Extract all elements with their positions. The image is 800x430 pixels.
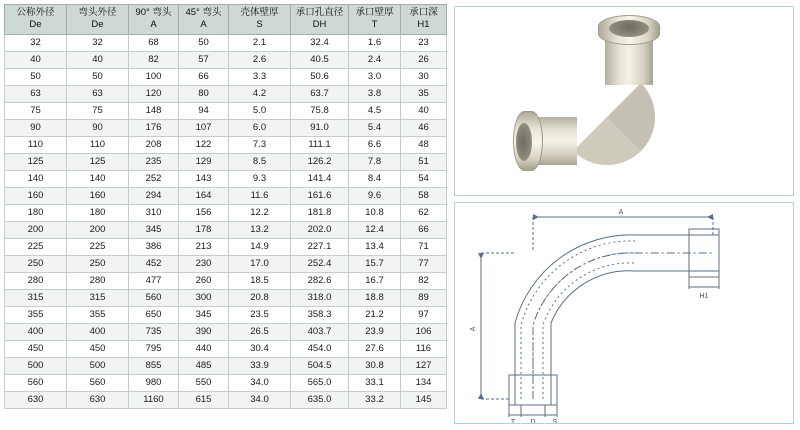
- table-cell: 200: [67, 221, 129, 238]
- table-cell: 12.2: [229, 204, 291, 221]
- table-cell: 160: [5, 187, 67, 204]
- inner-profile: [551, 271, 713, 399]
- table-cell: 10.8: [349, 204, 401, 221]
- table-cell: 66: [401, 221, 447, 238]
- table-row: [5, 391, 447, 408]
- table-cell: 75: [67, 102, 129, 119]
- label-h1: H1: [699, 293, 709, 300]
- table-cell: 315: [5, 289, 67, 306]
- table-cell: 50: [179, 34, 229, 51]
- header-line-2: De: [29, 18, 42, 30]
- table-cell: 63: [5, 85, 67, 102]
- table-cell: 15.7: [349, 255, 401, 272]
- table-cell: 560: [67, 374, 129, 391]
- label-s: S: [552, 419, 558, 424]
- table-cell: 2.4: [349, 51, 401, 68]
- table-row: [5, 51, 447, 68]
- table-cell: 77: [401, 255, 447, 272]
- table-cell: 450: [67, 340, 129, 357]
- table-cell: 111.1: [291, 136, 349, 153]
- table-cell: 8.5: [229, 153, 291, 170]
- table-cell: 550: [179, 374, 229, 391]
- header-line-1: 承口壁厚: [355, 7, 394, 18]
- table-cell: 90: [5, 119, 67, 136]
- table-cell: 452: [129, 255, 179, 272]
- table-cell: 48: [401, 136, 447, 153]
- table-cell: 17.0: [229, 255, 291, 272]
- table-cell: 14.9: [229, 238, 291, 255]
- table-cell: 34.0: [229, 374, 291, 391]
- table-cell: 66: [179, 68, 229, 85]
- table-cell: 110: [67, 136, 129, 153]
- table-cell: 40.5: [291, 51, 349, 68]
- table-cell: 795: [129, 340, 179, 357]
- technical-drawing-panel: [454, 202, 794, 424]
- table-cell: 16.7: [349, 272, 401, 289]
- table-cell: 40: [67, 51, 129, 68]
- table-row: [5, 102, 447, 119]
- column-header-wall-thickness: [229, 5, 291, 35]
- table-row: [5, 323, 447, 340]
- header-line-1: 壳体壁厚: [240, 7, 279, 18]
- table-cell: 110: [5, 136, 67, 153]
- table-cell: 23.5: [229, 306, 291, 323]
- dim-arrow-right: [707, 214, 713, 220]
- table-cell: 122: [179, 136, 229, 153]
- table-cell: 294: [129, 187, 179, 204]
- table-row: [5, 153, 447, 170]
- table-cell: 50.6: [291, 68, 349, 85]
- table-cell: 485: [179, 357, 229, 374]
- table-row: [5, 289, 447, 306]
- table-cell: 855: [129, 357, 179, 374]
- table-cell: 355: [5, 306, 67, 323]
- table-cell: 33.2: [349, 391, 401, 408]
- table-cell: 9.6: [349, 187, 401, 204]
- table-cell: 106: [401, 323, 447, 340]
- table-row: [5, 238, 447, 255]
- table-cell: 280: [5, 272, 67, 289]
- table-cell: 23: [401, 34, 447, 51]
- table-cell: 282.6: [291, 272, 349, 289]
- table-cell: 440: [179, 340, 229, 357]
- table-cell: 615: [179, 391, 229, 408]
- column-header-elbow-90: [129, 5, 179, 35]
- table-cell: 140: [5, 170, 67, 187]
- header-line-1: 90° 弯头: [135, 7, 172, 18]
- table-cell: 90: [67, 119, 129, 136]
- table-cell: 7.8: [349, 153, 401, 170]
- label-top-a: A: [618, 209, 624, 216]
- table-cell: 160: [67, 187, 129, 204]
- table-cell: 345: [129, 221, 179, 238]
- table-cell: 140: [67, 170, 129, 187]
- table-row: [5, 170, 447, 187]
- table-cell: 7.3: [229, 136, 291, 153]
- table-cell: 97: [401, 306, 447, 323]
- table-cell: 2.6: [229, 51, 291, 68]
- table-cell: 5.0: [229, 102, 291, 119]
- table-cell: 355: [67, 306, 129, 323]
- outer-profile: [515, 235, 713, 399]
- table-cell: 68: [129, 34, 179, 51]
- table-cell: 156: [179, 204, 229, 221]
- table-cell: 82: [129, 51, 179, 68]
- table-cell: 504.5: [291, 357, 349, 374]
- table-row: [5, 357, 447, 374]
- table-cell: 13.2: [229, 221, 291, 238]
- table-cell: 164: [179, 187, 229, 204]
- table-row: [5, 34, 447, 51]
- table-cell: 3.3: [229, 68, 291, 85]
- table-cell: 80: [179, 85, 229, 102]
- table-cell: 141.4: [291, 170, 349, 187]
- table-row: [5, 255, 447, 272]
- table-cell: 20.8: [229, 289, 291, 306]
- table-cell: 403.7: [291, 323, 349, 340]
- table-cell: 18.5: [229, 272, 291, 289]
- spec-table-body: [5, 34, 447, 408]
- table-cell: 21.2: [349, 306, 401, 323]
- table-row: [5, 306, 447, 323]
- table-row: [5, 68, 447, 85]
- table-cell: 30.8: [349, 357, 401, 374]
- spec-table-head: [5, 5, 447, 35]
- table-cell: 225: [5, 238, 67, 255]
- table-cell: 75.8: [291, 102, 349, 119]
- table-cell: 75: [5, 102, 67, 119]
- table-cell: 181.8: [291, 204, 349, 221]
- table-cell: 227.1: [291, 238, 349, 255]
- table-cell: 3.8: [349, 85, 401, 102]
- table-row: [5, 187, 447, 204]
- table-cell: 980: [129, 374, 179, 391]
- column-header-de-elbow: [67, 5, 129, 35]
- table-cell: 560: [5, 374, 67, 391]
- table-cell: 454.0: [291, 340, 349, 357]
- header-line-1: 承口孔直径: [295, 7, 344, 18]
- table-cell: 400: [5, 323, 67, 340]
- table-cell: 3.0: [349, 68, 401, 85]
- table-cell: 32.4: [291, 34, 349, 51]
- table-cell: 34.0: [229, 391, 291, 408]
- table-cell: 650: [129, 306, 179, 323]
- column-header-elbow-45: [179, 5, 229, 35]
- elbow-top-bore: [609, 20, 649, 37]
- table-cell: 235: [129, 153, 179, 170]
- table-cell: 6.6: [349, 136, 401, 153]
- table-cell: 252.4: [291, 255, 349, 272]
- column-header-de-nominal: [5, 5, 67, 35]
- table-cell: 4.5: [349, 102, 401, 119]
- header-line-1: 承口深: [409, 7, 438, 18]
- table-cell: 300: [179, 289, 229, 306]
- table-cell: 200: [5, 221, 67, 238]
- table-cell: 32: [67, 34, 129, 51]
- table-cell: 23.9: [349, 323, 401, 340]
- header-line-2: A: [200, 18, 207, 30]
- table-cell: 126.2: [291, 153, 349, 170]
- table-cell: 635.0: [291, 391, 349, 408]
- table-cell: 71: [401, 238, 447, 255]
- illustrations-column: [450, 0, 800, 430]
- table-cell: 6.0: [229, 119, 291, 136]
- table-row: [5, 204, 447, 221]
- table-cell: 310: [129, 204, 179, 221]
- table-cell: 8.4: [349, 170, 401, 187]
- spec-table: [4, 4, 447, 409]
- table-cell: 50: [67, 68, 129, 85]
- column-header-socket-wall: [349, 5, 401, 35]
- header-line-2: De: [91, 18, 104, 30]
- dim-arrow-down: [478, 393, 484, 399]
- table-cell: 250: [67, 255, 129, 272]
- table-cell: 735: [129, 323, 179, 340]
- table-cell: 213: [179, 238, 229, 255]
- table-cell: 13.4: [349, 238, 401, 255]
- column-header-socket-bore: [291, 5, 349, 35]
- table-cell: 11.6: [229, 187, 291, 204]
- table-cell: 500: [67, 357, 129, 374]
- header-line-1: 公称外径: [16, 7, 55, 18]
- table-cell: 161.6: [291, 187, 349, 204]
- product-photo-panel: [454, 6, 794, 196]
- header-line-1: 45° 弯头: [185, 7, 222, 18]
- table-cell: 477: [129, 272, 179, 289]
- table-cell: 18.8: [349, 289, 401, 306]
- table-cell: 94: [179, 102, 229, 119]
- table-cell: 178: [179, 221, 229, 238]
- header-line-2: T: [371, 18, 378, 30]
- table-cell: 1.6: [349, 34, 401, 51]
- table-cell: 145: [401, 391, 447, 408]
- table-cell: 40: [5, 51, 67, 68]
- table-cell: 91.0: [291, 119, 349, 136]
- table-cell: 148: [129, 102, 179, 119]
- table-cell: 318.0: [291, 289, 349, 306]
- table-cell: 120: [129, 85, 179, 102]
- table-cell: 230: [179, 255, 229, 272]
- table-cell: 565.0: [291, 374, 349, 391]
- table-cell: 62: [401, 204, 447, 221]
- table-cell: 57: [179, 51, 229, 68]
- table-cell: 250: [5, 255, 67, 272]
- table-cell: 180: [67, 204, 129, 221]
- table-cell: 89: [401, 289, 447, 306]
- table-cell: 386: [129, 238, 179, 255]
- table-cell: 26.5: [229, 323, 291, 340]
- column-header-socket-depth: [401, 5, 447, 35]
- table-cell: 208: [129, 136, 179, 153]
- label-d: D: [530, 419, 536, 424]
- table-cell: 4.2: [229, 85, 291, 102]
- label-left-a: A: [470, 326, 477, 332]
- table-cell: 32: [5, 34, 67, 51]
- table-cell: 125: [5, 153, 67, 170]
- table-cell: 9.3: [229, 170, 291, 187]
- table-cell: 560: [129, 289, 179, 306]
- table-cell: 129: [179, 153, 229, 170]
- table-cell: 58: [401, 187, 447, 204]
- table-row: [5, 136, 447, 153]
- table-cell: 315: [67, 289, 129, 306]
- drawing-svg: [455, 203, 793, 424]
- technical-drawing: [455, 203, 793, 423]
- header-row: [5, 5, 447, 35]
- table-cell: 252: [129, 170, 179, 187]
- header-line-2: DH: [312, 18, 327, 30]
- table-cell: 116: [401, 340, 447, 357]
- table-cell: 100: [129, 68, 179, 85]
- dim-arrow-left: [533, 214, 539, 220]
- table-cell: 82: [401, 272, 447, 289]
- table-row: [5, 374, 447, 391]
- table-cell: 50: [5, 68, 67, 85]
- table-cell: 630: [5, 391, 67, 408]
- center-line: [533, 253, 713, 399]
- table-cell: 63.7: [291, 85, 349, 102]
- table-cell: 107: [179, 119, 229, 136]
- label-t: T: [510, 419, 516, 424]
- table-row: [5, 272, 447, 289]
- table-cell: 280: [67, 272, 129, 289]
- table-cell: 35: [401, 85, 447, 102]
- table-cell: 390: [179, 323, 229, 340]
- table-cell: 180: [5, 204, 67, 221]
- table-row: [5, 340, 447, 357]
- elbow-photo: [455, 7, 793, 195]
- table-cell: 127: [401, 357, 447, 374]
- table-cell: 134: [401, 374, 447, 391]
- table-cell: 54: [401, 170, 447, 187]
- table-row: [5, 85, 447, 102]
- table-cell: 260: [179, 272, 229, 289]
- table-cell: 358.3: [291, 306, 349, 323]
- table-cell: 225: [67, 238, 129, 255]
- dim-arrow-up: [478, 253, 484, 259]
- table-cell: 202.0: [291, 221, 349, 238]
- header-line-2: H1: [417, 18, 430, 30]
- table-cell: 40: [401, 102, 447, 119]
- elbow-side-bore: [516, 123, 532, 161]
- header-line-1: 弯头外径: [78, 7, 117, 18]
- table-cell: 5.4: [349, 119, 401, 136]
- table-cell: 46: [401, 119, 447, 136]
- table-cell: 143: [179, 170, 229, 187]
- table-cell: 30: [401, 68, 447, 85]
- table-row: [5, 221, 447, 238]
- table-cell: 30.4: [229, 340, 291, 357]
- header-line-2: A: [150, 18, 157, 30]
- table-cell: 26: [401, 51, 447, 68]
- table-row: [5, 119, 447, 136]
- table-cell: 1160: [129, 391, 179, 408]
- table-cell: 176: [129, 119, 179, 136]
- table-cell: 33.1: [349, 374, 401, 391]
- table-cell: 450: [5, 340, 67, 357]
- table-cell: 63: [67, 85, 129, 102]
- table-cell: 125: [67, 153, 129, 170]
- table-cell: 51: [401, 153, 447, 170]
- table-cell: 27.6: [349, 340, 401, 357]
- table-cell: 400: [67, 323, 129, 340]
- table-cell: 500: [5, 357, 67, 374]
- table-cell: 12.4: [349, 221, 401, 238]
- table-cell: 345: [179, 306, 229, 323]
- header-line-2: S: [256, 18, 263, 30]
- table-cell: 630: [67, 391, 129, 408]
- table-cell: 33.9: [229, 357, 291, 374]
- table-cell: 2.1: [229, 34, 291, 51]
